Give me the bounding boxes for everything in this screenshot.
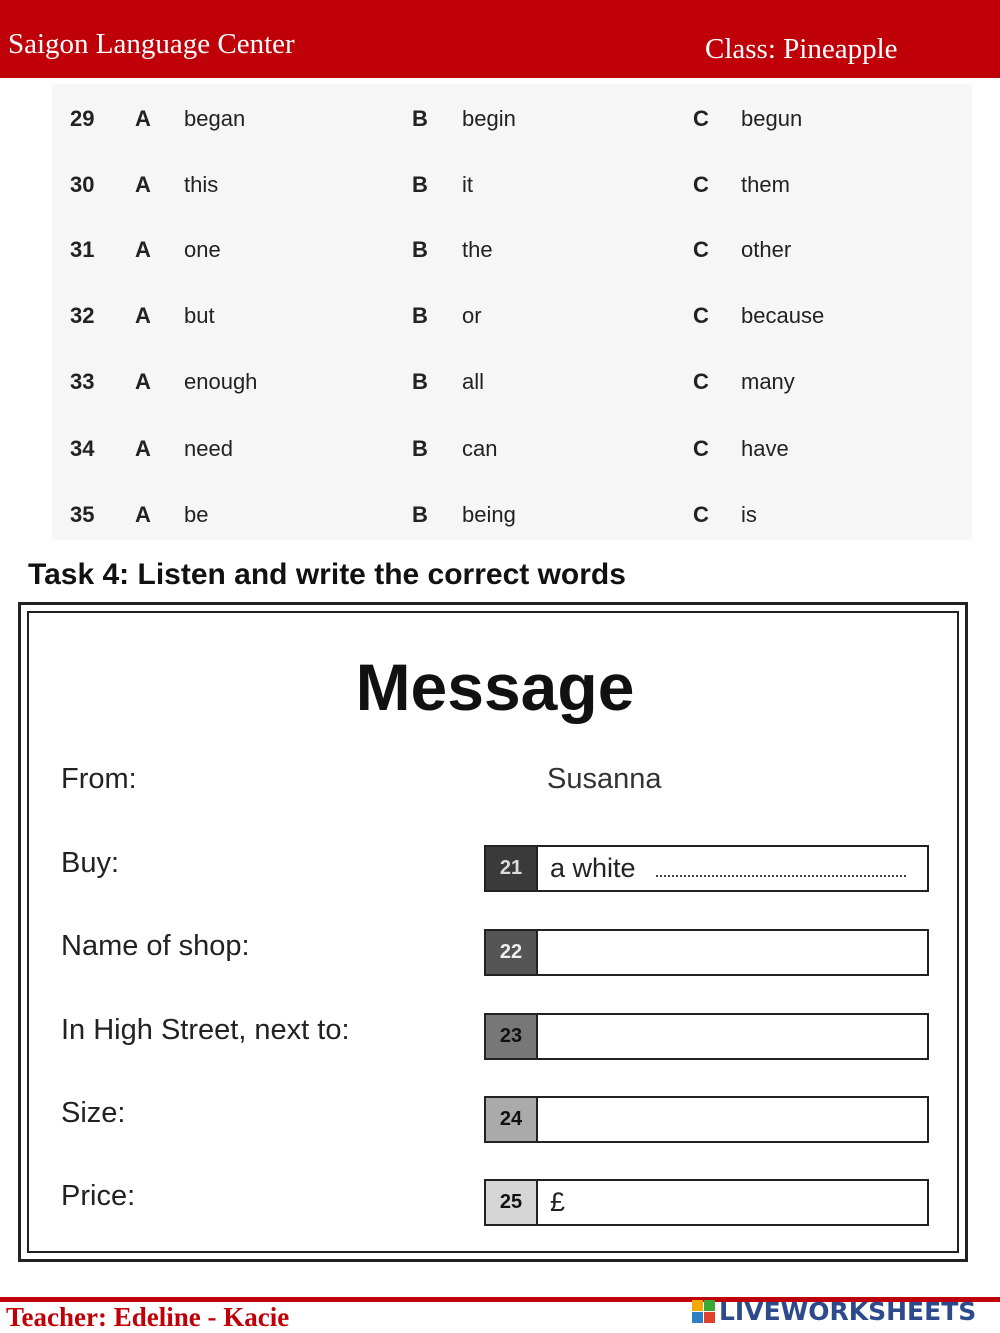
option-b[interactable]: it — [462, 172, 473, 197]
answer-prefill: £ — [550, 1187, 566, 1217]
question-row — [52, 98, 972, 138]
option-b[interactable]: begin — [462, 106, 516, 131]
answer-prefill: a white — [550, 853, 636, 883]
option-a[interactable]: began — [184, 106, 246, 131]
number-tag: 23 — [486, 1015, 538, 1058]
option-a[interactable]: enough — [184, 369, 258, 394]
option-c[interactable]: them — [741, 172, 790, 197]
question-number: 35 — [70, 502, 95, 527]
brand-text: LIVEWORKSHEETS — [719, 1296, 977, 1326]
option-letter-b: B — [412, 172, 428, 197]
question-number: 29 — [70, 106, 95, 131]
option-letter-b: B — [412, 237, 428, 262]
liveworksheets-brand[interactable] — [692, 1296, 976, 1326]
teacher-name: Teacher: Edeline - Kacie — [6, 1302, 290, 1332]
option-letter-a: A — [135, 303, 151, 328]
option-letter-a: A — [135, 172, 151, 197]
option-letter-c: C — [693, 369, 709, 394]
question-row — [52, 295, 972, 335]
question-number: 34 — [70, 436, 95, 461]
option-a[interactable]: one — [184, 237, 221, 262]
question-row — [52, 164, 972, 204]
question-number: 32 — [70, 303, 95, 328]
option-c[interactable]: many — [741, 369, 795, 394]
option-letter-b: B — [412, 502, 428, 527]
option-letter-a: A — [135, 106, 151, 131]
option-b[interactable]: all — [462, 369, 485, 394]
from-label: From: — [61, 763, 137, 795]
question-row — [52, 428, 972, 468]
question-number: 31 — [70, 237, 95, 262]
option-letter-a: A — [135, 369, 151, 394]
answer-box-22[interactable] — [484, 929, 929, 976]
option-a[interactable]: be — [184, 502, 209, 527]
multiple-choice-panel — [52, 84, 972, 540]
option-b[interactable]: the — [462, 237, 493, 262]
message-heading: Message — [355, 650, 635, 724]
option-letter-c: C — [693, 502, 709, 527]
option-a[interactable]: need — [184, 436, 233, 461]
option-letter-b: B — [412, 436, 428, 461]
answer-box-23[interactable] — [484, 1013, 929, 1060]
class-name: Class: Pineapple — [705, 33, 898, 65]
option-b[interactable]: being — [462, 502, 516, 527]
option-letter-c: C — [693, 303, 709, 328]
dotted-answer-line — [656, 875, 906, 877]
school-name: Saigon Language Center — [8, 28, 295, 60]
task-title: Task 4: Listen and write the correct words — [28, 558, 626, 591]
option-letter-b: B — [412, 369, 428, 394]
message-form — [18, 602, 968, 1262]
question-row — [52, 361, 972, 401]
field-label-price: Price: — [61, 1180, 136, 1212]
message-form-inner-border — [27, 611, 959, 1253]
option-b[interactable]: or — [462, 303, 482, 328]
option-c[interactable]: other — [741, 237, 792, 262]
option-c[interactable]: have — [741, 436, 789, 461]
option-a[interactable]: this — [184, 172, 219, 197]
option-b[interactable]: can — [462, 436, 498, 461]
option-letter-c: C — [693, 106, 709, 131]
number-tag: 24 — [486, 1098, 538, 1141]
liveworksheets-logo-icon — [692, 1300, 715, 1323]
field-label-next-to: In High Street, next to: — [61, 1014, 350, 1046]
answer-box-21[interactable] — [484, 845, 929, 892]
field-label-buy: Buy: — [61, 847, 120, 879]
number-tag: 21 — [486, 847, 538, 890]
question-number: 30 — [70, 172, 95, 197]
option-letter-b: B — [412, 106, 428, 131]
option-letter-c: C — [693, 237, 709, 262]
option-letter-c: C — [693, 172, 709, 197]
answer-box-24[interactable] — [484, 1096, 929, 1143]
option-letter-c: C — [693, 436, 709, 461]
number-tag: 25 — [486, 1181, 538, 1224]
option-c[interactable]: is — [741, 502, 757, 527]
header-bar — [0, 0, 1000, 78]
option-c[interactable]: because — [741, 303, 825, 328]
from-value: Susanna — [547, 763, 662, 795]
answer-box-25[interactable] — [484, 1179, 929, 1226]
field-label-shop: Name of shop: — [61, 930, 250, 962]
option-letter-a: A — [135, 436, 151, 461]
question-number: 33 — [70, 369, 95, 394]
number-tag: 22 — [486, 931, 538, 974]
field-label-size: Size: — [61, 1097, 126, 1129]
option-letter-b: B — [412, 303, 428, 328]
option-letter-a: A — [135, 502, 151, 527]
question-row — [52, 229, 972, 269]
question-row — [52, 494, 972, 534]
option-a[interactable]: but — [184, 303, 215, 328]
option-letter-a: A — [135, 237, 151, 262]
option-c[interactable]: begun — [741, 106, 803, 131]
